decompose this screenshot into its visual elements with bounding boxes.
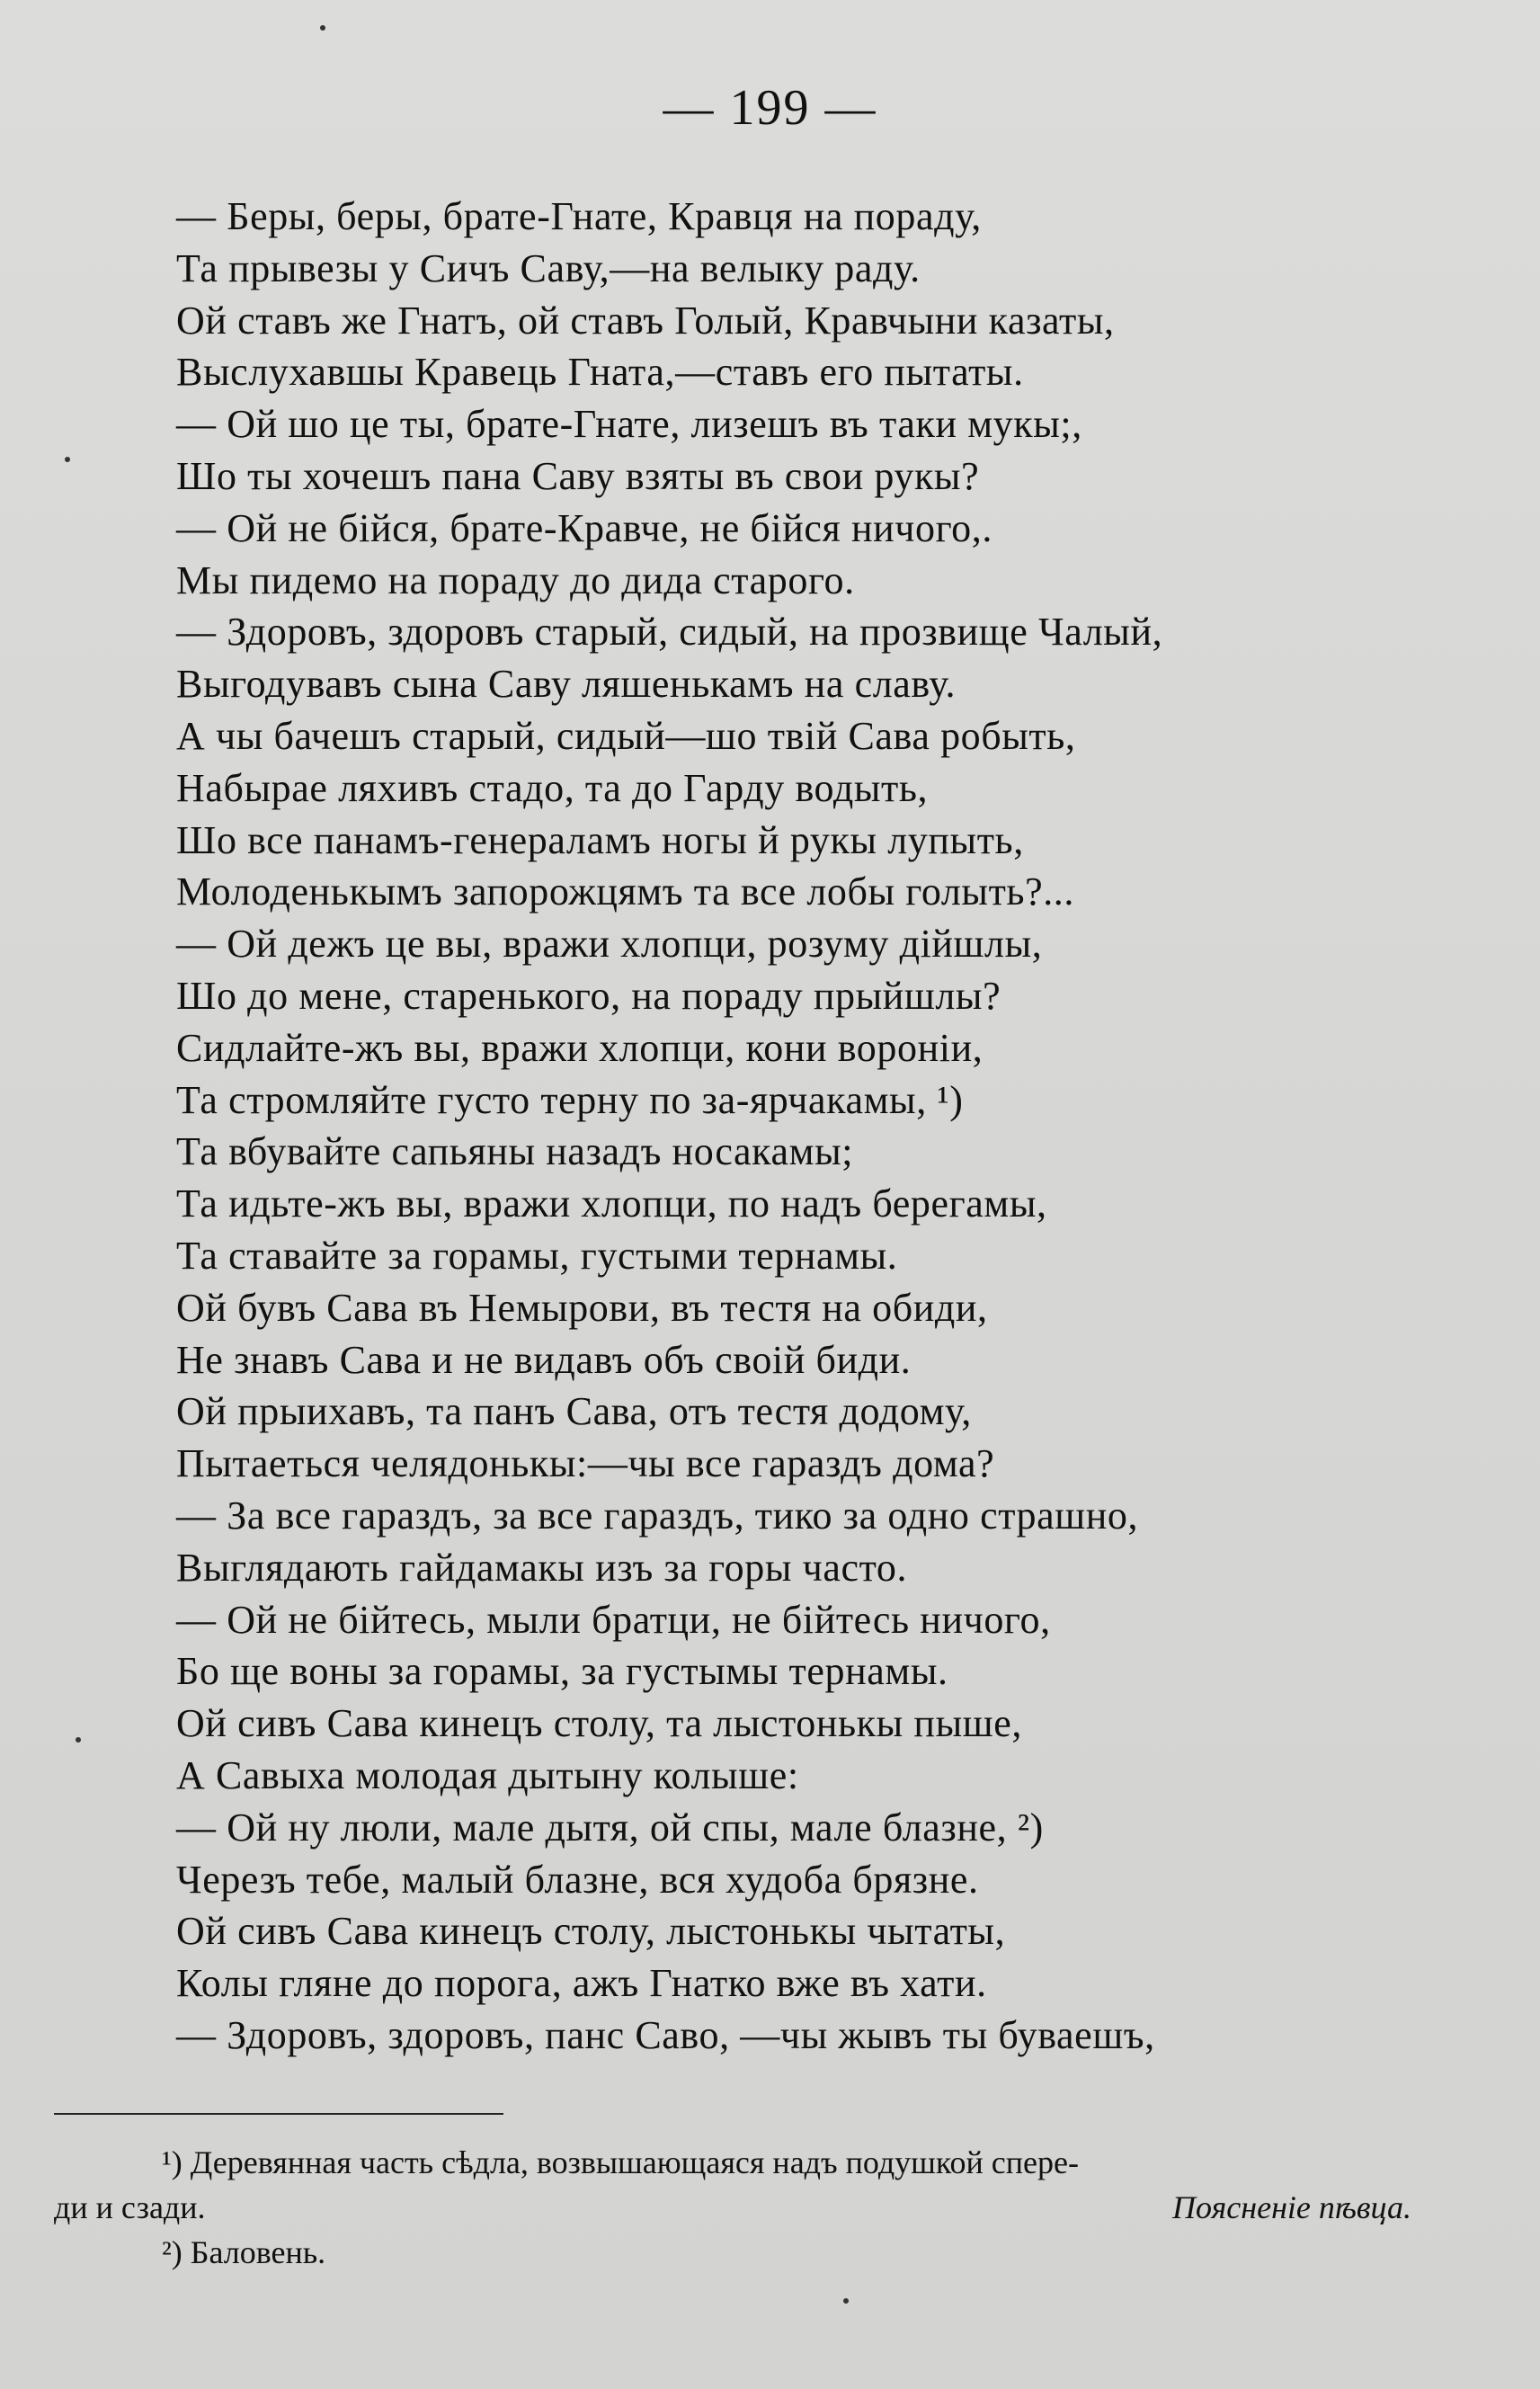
verse-line: Та ставайте за горамы, густыми тернамы.: [176, 1233, 898, 1278]
verse-line: Выгодувавъ сына Саву ляшенькамъ на славу.: [176, 662, 957, 707]
verse-line: Колы гляне до порога, ажъ Гнатко вже въ хати.: [176, 1961, 987, 2006]
verse-line: Черезъ тебе, малый блазне, вся худоба брязне.: [176, 1857, 979, 1902]
verse-line: Та идьте-жъ вы, вражи хлопци, по надъ берегамы,: [176, 1181, 1047, 1226]
verse-line: Набырае ляхивъ стадо, та до Гарду водыть,: [176, 765, 929, 810]
page-number: — 199 —: [663, 80, 877, 136]
verse-line: — Ой не бійтесь, мыли братци, не бійтесь ничого,: [176, 1597, 1051, 1642]
verse-line: — За все гараздъ, за все гараздъ, тико за одно страшно,: [176, 1493, 1139, 1538]
footnote-2: ²) Баловень.: [162, 2234, 326, 2270]
footnote-1-continuation: ди и сзади.: [54, 2189, 206, 2225]
verse-line: Та стромляйте густо терну по за-ярчакамы, ¹): [176, 1077, 964, 1122]
verse-line: Сидлайте-жъ вы, вражи хлопци, кони вороніи,: [176, 1025, 984, 1070]
verse-line: Та прывезы у Сичъ Саву,—на велыку раду.: [176, 245, 921, 290]
verse-line: Шо все панамъ-генераламъ ногы й рукы лупыть,: [176, 817, 1024, 862]
verse-line: Шо до мене, старенького, на пораду прыйшлы?: [176, 973, 1001, 1018]
footnote-1-line-2: [54, 2185, 1438, 2230]
verse-line: Ой прыихавъ, та панъ Сава, отъ тестя додому,: [176, 1389, 972, 1434]
print-speck: [320, 25, 325, 31]
verse-line: — Ой не бійся, брате-Кравче, не бійся ничого,.: [176, 505, 993, 550]
verse-line: Выслухавшы Кравець Гната,—ставъ его пытаты.: [176, 350, 1024, 395]
footnote-divider: [54, 2113, 503, 2115]
verse-line: А Савыха молодая дытыну колыше:: [176, 1752, 799, 1797]
verse-line: — Здоровъ, здоровъ старый, сидый, на прозвище Чалый,: [176, 610, 1163, 655]
verse-line: Шо ты хочешъ пана Саву взяты въ свои рукы?: [176, 453, 980, 498]
verse-line: — Ой шо це ты, брате-Гнате, лизешъ въ таки мукы;,: [176, 402, 1082, 447]
verse-line: Молоденькымъ запорожцямъ та все лобы голыть?...: [176, 869, 1074, 914]
print-speck: [76, 1737, 81, 1743]
verse-line: — Ой дежъ це вы, вражи хлопци, розуму дійшлы,: [176, 922, 1043, 967]
verse-line: — Здоровъ, здоровъ, панс Саво, —чы жывъ ты буваешъ,: [176, 2012, 1155, 2057]
print-speck: [65, 457, 70, 462]
verse-line: Ой сивъ Сава кинецъ столу, та лыстонькы пыше,: [176, 1701, 1022, 1746]
verse-line: Ой ставъ же Гнатъ, ой ставъ Голый, Кравчыни казаты,: [176, 298, 1115, 343]
verse-line: Не знавъ Сава и не видавъ объ своій биди.: [176, 1337, 912, 1382]
verse-line: Пытаеться челядонькы:—чы все гараздъ дома?: [176, 1441, 995, 1486]
verse-line: — Ой ну люли, мале дытя, ой спы, мале блазне, ²): [176, 1805, 1044, 1850]
verse-line: Выглядають гайдамакы изъ за горы часто.: [176, 1545, 908, 1590]
footnote-1-attribution: Поясненіе пѣвца.: [1172, 2189, 1411, 2225]
verse-line: Мы пидемо на пораду до дида старого.: [176, 557, 855, 602]
footnote-1-line-1: ¹) Деревянная часть сѣдла, возвышающаяся надъ подушкой спере-: [162, 2144, 1079, 2180]
verse-line: А чы бачешъ старый, сидый—шо твій Сава робыть,: [176, 713, 1076, 758]
verse-line: Та вбувайте сапьяны назадъ носакамы;: [176, 1129, 854, 1174]
verse-line: Ой бувъ Сава въ Немырови, въ тестя на обиди,: [176, 1285, 988, 1330]
verse-line: Ой сивъ Сава кинецъ столу, лыстонькы чытаты,: [176, 1909, 1006, 1954]
verse-line: — Беры, беры, брате-Гнате, Кравця на пораду,: [176, 194, 982, 238]
verse-line: Бо ще воны за горамы, за густымы тернамы.: [176, 1649, 948, 1694]
verse-body: [176, 191, 1471, 2062]
print-speck: [843, 2298, 849, 2304]
footnotes: [54, 2140, 1438, 2275]
